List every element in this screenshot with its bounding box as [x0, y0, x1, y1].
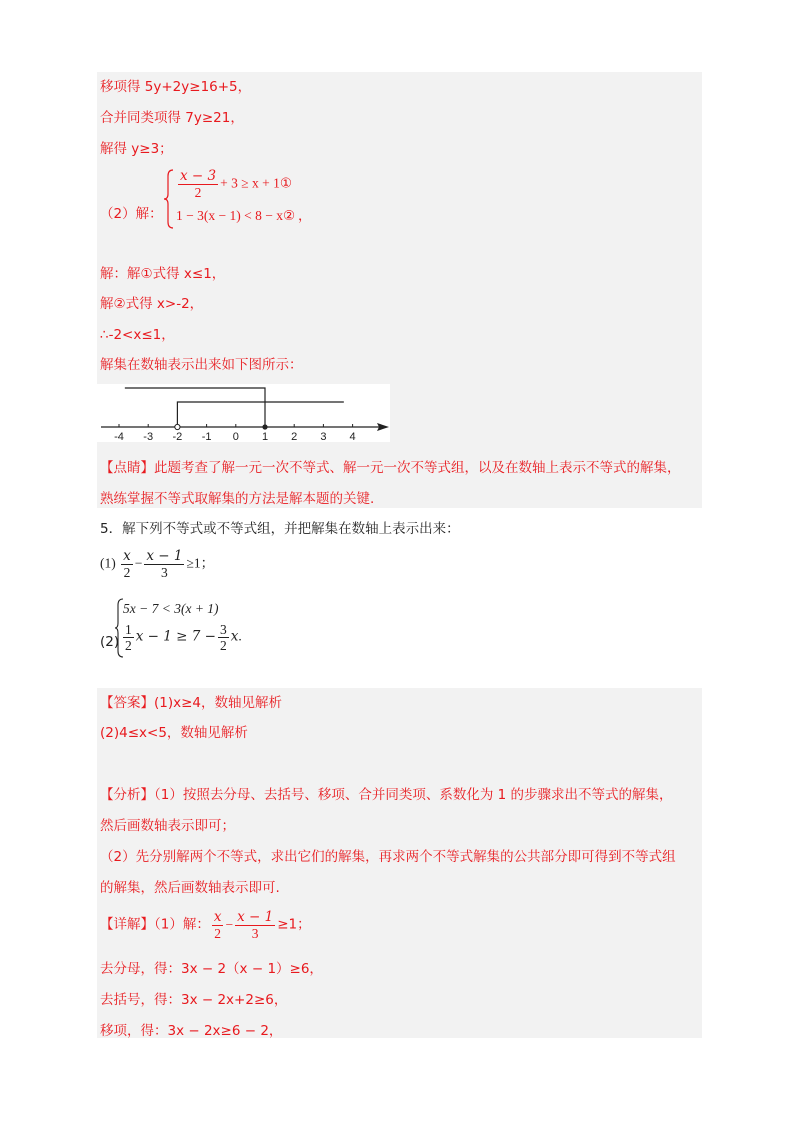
detail-frac2-den: 3 [251, 926, 259, 941]
detail-frac1-den: 2 [214, 926, 222, 941]
number-line-intro: 解集在数轴表示出来如下图所示： [100, 357, 303, 373]
answer-line2: (2)4≤x<5，数轴见解析 [100, 725, 248, 741]
part2-end: x [230, 628, 239, 645]
analysis-line4: 的解集，然后画数轴表示即可. [100, 880, 280, 896]
step-combine: 合并同类项得 7y≥21， [100, 110, 244, 126]
number-line-tick-label: 1 [261, 431, 269, 442]
number-line-tick-label: -2 [172, 431, 183, 442]
system-brace [163, 168, 175, 230]
question-5: 5．解下列不等式或不等式组，并把解集在数轴上表示出来： [100, 521, 460, 537]
system-eq2: 1 − 3(x − 1) < 8 − x② [176, 208, 296, 223]
part1-label: (1) [100, 555, 116, 571]
part2-eq1: 5x − 7 < 3(x + 1) [123, 601, 219, 616]
number-line-tick-label: -4 [114, 431, 124, 442]
part1-minus: − [134, 555, 143, 571]
part2-eq2 [121, 622, 242, 653]
number-line-tick-label: 4 [349, 431, 356, 442]
detail-tail: ≥1； [277, 916, 311, 933]
system-tail: ， [298, 208, 312, 224]
part2-frac1-den: 2 [125, 638, 132, 653]
solve-eq2: 解②式得 x>-2， [100, 296, 204, 312]
number-line-tick-label: 0 [232, 431, 239, 442]
eq1-denominator: 2 [194, 185, 202, 200]
number-line-figure [97, 384, 390, 442]
step-move-terms: 移项得 5y+2y≥16+5， [100, 79, 252, 95]
part2-tail: . [238, 628, 242, 644]
step-brackets: 去括号，得：3x − 2x+2≥6， [100, 992, 288, 1008]
part2-frac1-num: 1 [125, 622, 132, 637]
eq1-rest: + 3 ≥ x + 1① [220, 175, 292, 191]
step-solve: 解得 y≥3； [100, 141, 173, 157]
step-transpose: 移项，得：3x − 2x≥6 − 2， [100, 1023, 283, 1039]
number-line-tick-label: 2 [291, 431, 298, 442]
closed-point-marker [262, 424, 267, 429]
part1-frac2-num: x − 1 [146, 548, 183, 564]
number-line-tick-label: -1 [201, 431, 212, 442]
part1-frac1-num: x [123, 548, 131, 564]
part1-frac2-den: 3 [161, 565, 168, 580]
part2-mid: x − 1 ≥ 7 − [135, 628, 216, 645]
eq1-numerator: x − 3 [180, 168, 217, 184]
solution-ray-less [125, 388, 265, 427]
detail-frac1-num: x [213, 909, 222, 925]
solution-ray-greater [177, 402, 343, 427]
detail-line [100, 910, 311, 941]
part2-frac2-num: 3 [219, 622, 227, 637]
part1-frac1-den: 2 [123, 565, 131, 580]
question-5-part1 [100, 549, 214, 580]
answer-line1: 【答案】(1)x≥4，数轴见解析 [100, 695, 283, 711]
part2-label: (2) [100, 634, 120, 650]
detail-label: 【详解】（1）解： [100, 916, 210, 933]
detail-frac2-num: x − 1 [237, 909, 274, 925]
analysis-line2: 然后画数轴表示即可； [100, 818, 235, 834]
part2-frac2-den: 2 [219, 638, 227, 653]
step-denominator: 去分母，得：3x − 2（x − 1）≥6， [100, 961, 323, 977]
solution-panel-top [97, 72, 702, 508]
system-label: （2）解： [100, 206, 163, 222]
solution-range: ∴-2<x≤1， [100, 327, 175, 343]
open-point-marker [175, 424, 180, 429]
system-eq1 [176, 169, 292, 200]
number-line-tick-label: 3 [320, 431, 327, 442]
analysis-line1: 【分析】（1）按照去分母、去括号、移项、合并同类项、系数化为 1 的步骤求出不等式的解集， [100, 787, 673, 803]
number-line-tick-label: -3 [143, 431, 154, 442]
detail-minus: − [225, 916, 234, 932]
analysis-line3: （2）先分别解两个不等式，求出它们的解集，再求两个不等式解集的公共部分即可得到不等式组 [100, 849, 676, 865]
key-point-line1: 【点睛】此题考查了解一元一次不等式、解一元一次不等式组，以及在数轴上表示不等式的解集， [100, 460, 681, 476]
key-point-line2: 熟练掌握不等式取解集的方法是解本题的关键. [100, 491, 375, 507]
solve-eq1: 解：解①式得 x≤1， [100, 266, 226, 282]
part1-tail: ≥1； [186, 555, 215, 571]
